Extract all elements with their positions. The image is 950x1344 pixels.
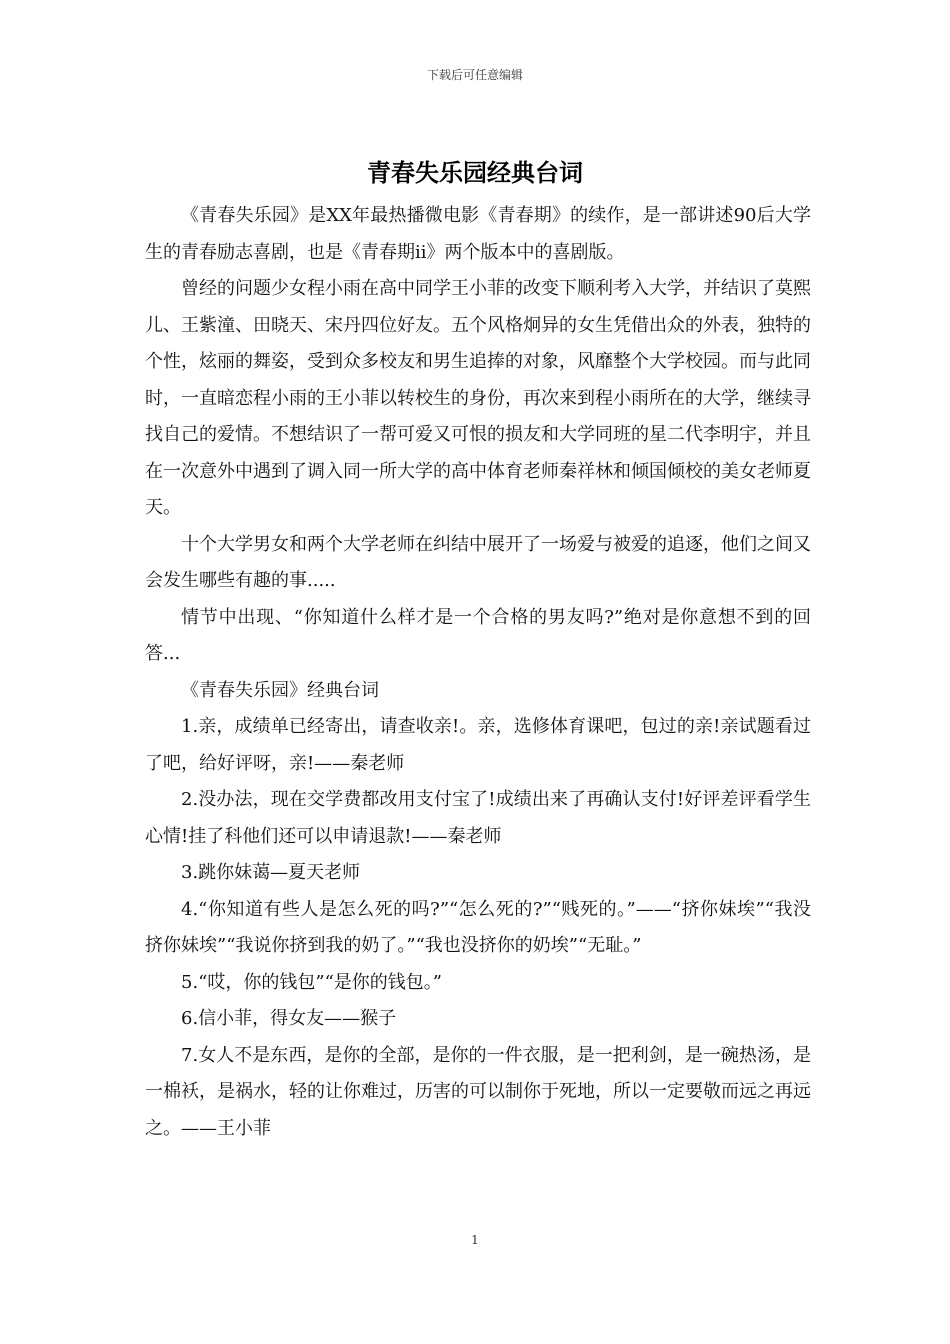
paragraph-plot-highlight: 情节中出现、“你知道什么样才是一个合格的男友吗?”绝对是你意想不到的回答... [145,606,811,664]
quote-item-4: 4.“你知道有些人是怎么死的吗?”“怎么死的?”“贱死的。”——“挤你妹埃”“我没挤你妹埃”“我说你挤到我的奶了。”“我也没挤你的奶埃”“无耻。” [145,898,811,956]
quote-item-3: 3.跳你妹蔼—夏天老师 [181,862,361,883]
paragraph-plot: 曾经的问题少女程小雨在高中同学王小菲的改变下顺利考入大学，并结识了莫熙儿、王紫潼、田晓天、宋丹四位好友。五个风格炯异的女生凭借出众的外表，独特的个性，炫丽的舞姿，受到众多校友和男生追捧的对象，风靡整个大学校园。而与此同时，一直暗恋程小雨的王小菲以转校生的身份，再次来到程小雨所在的大学，继续寻找自己的爱情。不想结识了一帮可爱又可恨的损友和大学同班的星二代李明宇，并且在一次意外中遇到了调入同一所大学的高中体育老师秦祥林和倾国倾校的美女老师夏天。 [145,278,811,518]
paragraph-chase: 十个大学男女和两个大学老师在纠结中展开了一场爱与被爱的追逐，他们之间又会发生哪些有趣的事..... [145,533,811,591]
paragraph-intro: 《青春失乐园》是XX年最热播微电影《青春期》的续作，是一部讲述90后大学生的青春励志喜剧，也是《青春期ii》两个版本中的喜剧版。 [145,205,811,263]
header-note: 下载后可任意编辑 [426,68,523,82]
page-number: 1 [471,1233,479,1247]
document-body [145,198,811,1147]
quote-item-2: 2.没办法，现在交学费都改用支付宝了!成绩出来了再确认支付!好评差评看学生心情!挂了科他们还可以申请退款!——秦老师 [145,789,811,847]
quote-item-6: 6.信小菲，得女友——猴子 [181,1008,397,1029]
quote-item-5: 5.“哎，你的钱包”“是你的钱包。” [181,971,442,993]
document-title: 青春失乐园经典台词 [367,158,583,187]
section-heading-quotes: 《青春失乐园》经典台词 [181,679,379,701]
quote-item-7: 7.女人不是东西，是你的全部，是你的一件衣服，是一把利剑，是一碗热汤，是一棉袄，是祸水，轻的让你难过，历害的可以制你于死地，所以一定要敬而远之再远之。——王小菲 [145,1044,811,1139]
quote-item-1: 1.亲，成绩单已经寄出，请查收亲!。亲，选修体育课吧，包过的亲!亲试题看过了吧，给好评呀，亲!——秦老师 [145,716,811,774]
